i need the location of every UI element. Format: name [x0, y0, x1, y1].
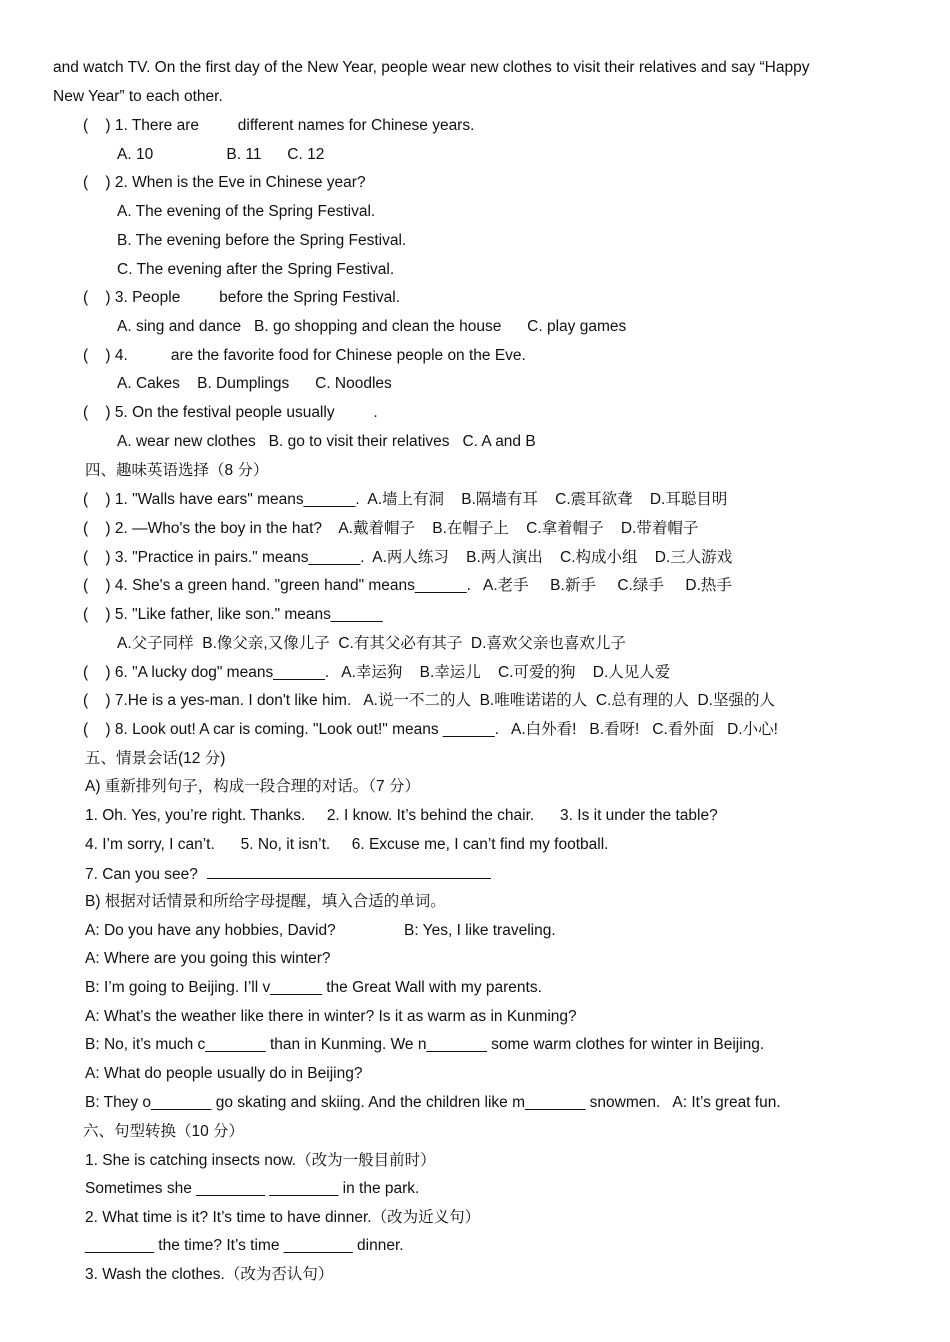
passage-line-1: and watch TV. On the first day of the New Year, people wear new clothes to visit their relatives and say “Happy: [53, 59, 810, 76]
s3-question-2: ( ) 2. When is the Eve in Chinese year?: [83, 174, 366, 191]
passage-line-2: New Year” to each other.: [53, 88, 223, 105]
s3-question-2-option-c: C. The evening after the Spring Festival.: [117, 261, 395, 278]
s5-heading: 五、情景会话(12 分): [85, 750, 226, 767]
s4-question-3: ( ) 3. "Practice in pairs." means______. A.两人练习 B.两人演出 C.构成小组 D.三人游戏: [83, 549, 733, 566]
s3-question-5: ( ) 5. On the festival people usually .: [83, 404, 378, 421]
s5-part-a-line-2: 4. I’m sorry, I can’t. 5. No, it isn’t. 6. Excuse me, I can’t find my football.: [85, 836, 609, 853]
s4-question-1: ( ) 1. "Walls have ears" means______. A.墙上有洞 B.隔墙有耳 C.震耳欲聋 D.耳聪目明: [83, 491, 728, 508]
s5-part-b-line-3: B: I’m going to Beijing. I’ll v______ the Great Wall with my parents.: [85, 979, 542, 996]
s5-part-a-line-3-text: 7. Can you see?: [85, 866, 207, 883]
s4-question-8: ( ) 8. Look out! A car is coming. "Look out!" means ______. A.白外看! B.看呀! C.看外面 D.小心!: [83, 721, 778, 738]
s3-question-5-options: A. wear new clothes B. go to visit their relatives C. A and B: [117, 433, 536, 450]
s3-question-4: ( ) 4. are the favorite food for Chinese people on the Eve.: [83, 347, 526, 364]
s6-sentence-2: 2. What time is it? It’s time to have dinner.（改为近义句）: [85, 1209, 481, 1226]
s3-question-2-option-a: A. The evening of the Spring Festival.: [117, 203, 376, 220]
s4-question-7: ( ) 7.He is a yes-man. I don't like him. A.说一不二的人 B.唯唯诺诺的人 C.总有理的人 D.坚强的人: [83, 692, 775, 709]
s3-question-3: ( ) 3. People before the Spring Festival.: [83, 289, 401, 306]
s5-part-a-heading: A) 重新排列句子，构成一段合理的对话。（7 分）: [85, 778, 420, 795]
s4-heading: 四、趣味英语选择（8 分）: [85, 462, 269, 479]
s4-question-5-options: A.父子同样 B.像父亲,又像儿子 C.有其父必有其子 D.喜欢父亲也喜欢儿子: [117, 635, 626, 652]
s6-sentence-1-answer: Sometimes she ________ ________ in the park.: [85, 1180, 420, 1197]
s3-question-4-options: A. Cakes B. Dumplings C. Noodles: [117, 375, 392, 392]
s4-question-6: ( ) 6. "A lucky dog" means______. A.幸运狗 B.幸运儿 C.可爱的狗 D.人见人爱: [83, 664, 671, 681]
s4-question-5: ( ) 5. "Like father, like son." means______: [83, 606, 383, 623]
s4-question-4: ( ) 4. She's a green hand. "green hand" means______. A.老手 B.新手 C.绿手 D.热手: [83, 577, 732, 594]
s5-part-a-line-1: 1. Oh. Yes, you’re right. Thanks. 2. I know. It’s behind the chair. 3. Is it under the table?: [85, 807, 718, 824]
s5-part-b-line-2: A: Where are you going this winter?: [85, 950, 331, 967]
s3-question-3-options: A. sing and dance B. go shopping and clean the house C. play games: [117, 318, 627, 335]
s6-sentence-1: 1. She is catching insects now.（改为一般目前时）: [85, 1152, 436, 1169]
s5-part-b-line-1-right: B: Yes, I like traveling.: [404, 922, 556, 939]
s5-part-b-line-7: B: They o_______ go skating and skiing. And the children like m_______ snowmen. A: It’s great fun.: [85, 1094, 781, 1111]
answer-blank-line: [207, 863, 491, 879]
s5-part-b-line-1-left: A: Do you have any hobbies, David?: [85, 922, 336, 939]
s5-part-b-heading: B) 根据对话情景和所给字母提醒，填入合适的单词。: [85, 893, 446, 910]
s6-sentence-3: 3. Wash the clothes.（改为否认句）: [85, 1266, 334, 1283]
s3-question-1: ( ) 1. There are different names for Chinese years.: [83, 117, 475, 134]
s6-heading: 六、句型转换（10 分）: [83, 1123, 245, 1140]
s3-question-1-options: A. 10 B. 11 C. 12: [117, 146, 325, 163]
s6-sentence-2-answer: ________ the time? It’s time ________ dinner.: [85, 1237, 404, 1254]
s5-part-b-line-4: A: What’s the weather like there in winter? Is it as warm as in Kunming?: [85, 1008, 577, 1025]
s5-part-b-line-5: B: No, it’s much c_______ than in Kunming. We n_______ some warm clothes for winter in Beijing.: [85, 1036, 765, 1053]
s3-question-2-option-b: B. The evening before the Spring Festival.: [117, 232, 407, 249]
s5-part-b-line-6: A: What do people usually do in Beijing?: [85, 1065, 363, 1082]
s5-part-a-line-3: [85, 863, 491, 885]
s4-question-2: ( ) 2. —Who's the boy in the hat? A.戴着帽子 B.在帽子上 C.拿着帽子 D.带着帽子: [83, 520, 699, 537]
